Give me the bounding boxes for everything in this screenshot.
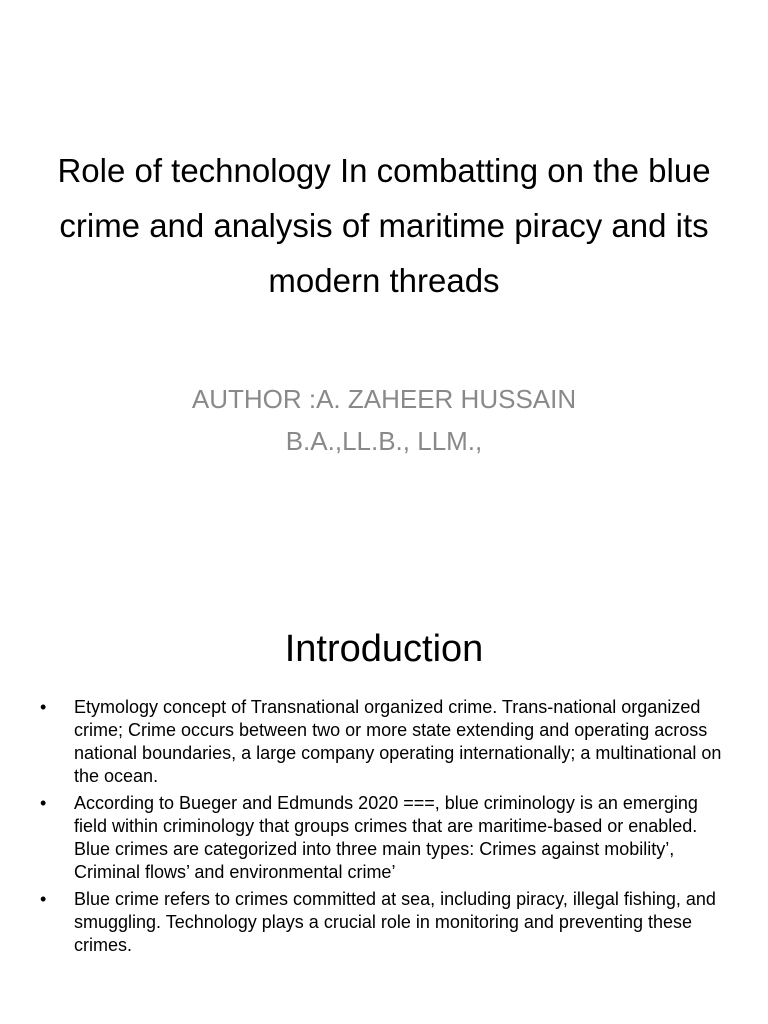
bullet-icon: • <box>40 697 47 717</box>
list-item <box>38 696 728 788</box>
bullet-icon: • <box>40 793 47 813</box>
list-item <box>38 792 728 884</box>
list-item <box>38 888 728 957</box>
bullet-text: Etymology concept of Transnational organized crime. Trans-national organized crime; Crime occurs between two or more state extending and operating across national boundaries, a large company operating internationally; a multinational on the ocean. <box>74 697 722 786</box>
slide-title: Role of technology In combatting on the blue crime and analysis of maritime piracy and its modern threads <box>57 152 711 299</box>
slide-subtitle <box>40 378 728 462</box>
introduction-slide <box>0 576 768 1024</box>
bullet-icon: • <box>40 889 47 909</box>
degree-line: B.A.,LL.B., LLM., <box>285 426 483 456</box>
bullet-list <box>38 696 728 961</box>
author-line: AUTHOR :A. ZAHEER HUSSAIN <box>191 384 577 414</box>
bullet-text: Blue crime refers to crimes committed at sea, including piracy, illegal fishing, and smuggling. Technology plays a crucial role in monitoring and preventing these crimes. <box>74 889 716 955</box>
bullet-text: According to Bueger and Edmunds 2020 ===, blue criminology is an emerging field within criminology that groups crimes that are maritime-based or enabled. Blue crimes are categorized into three main types: Crimes against mobility’, Criminal flows’ and environmental crime’ <box>74 793 698 882</box>
introduction-heading: Introduction <box>284 628 484 670</box>
